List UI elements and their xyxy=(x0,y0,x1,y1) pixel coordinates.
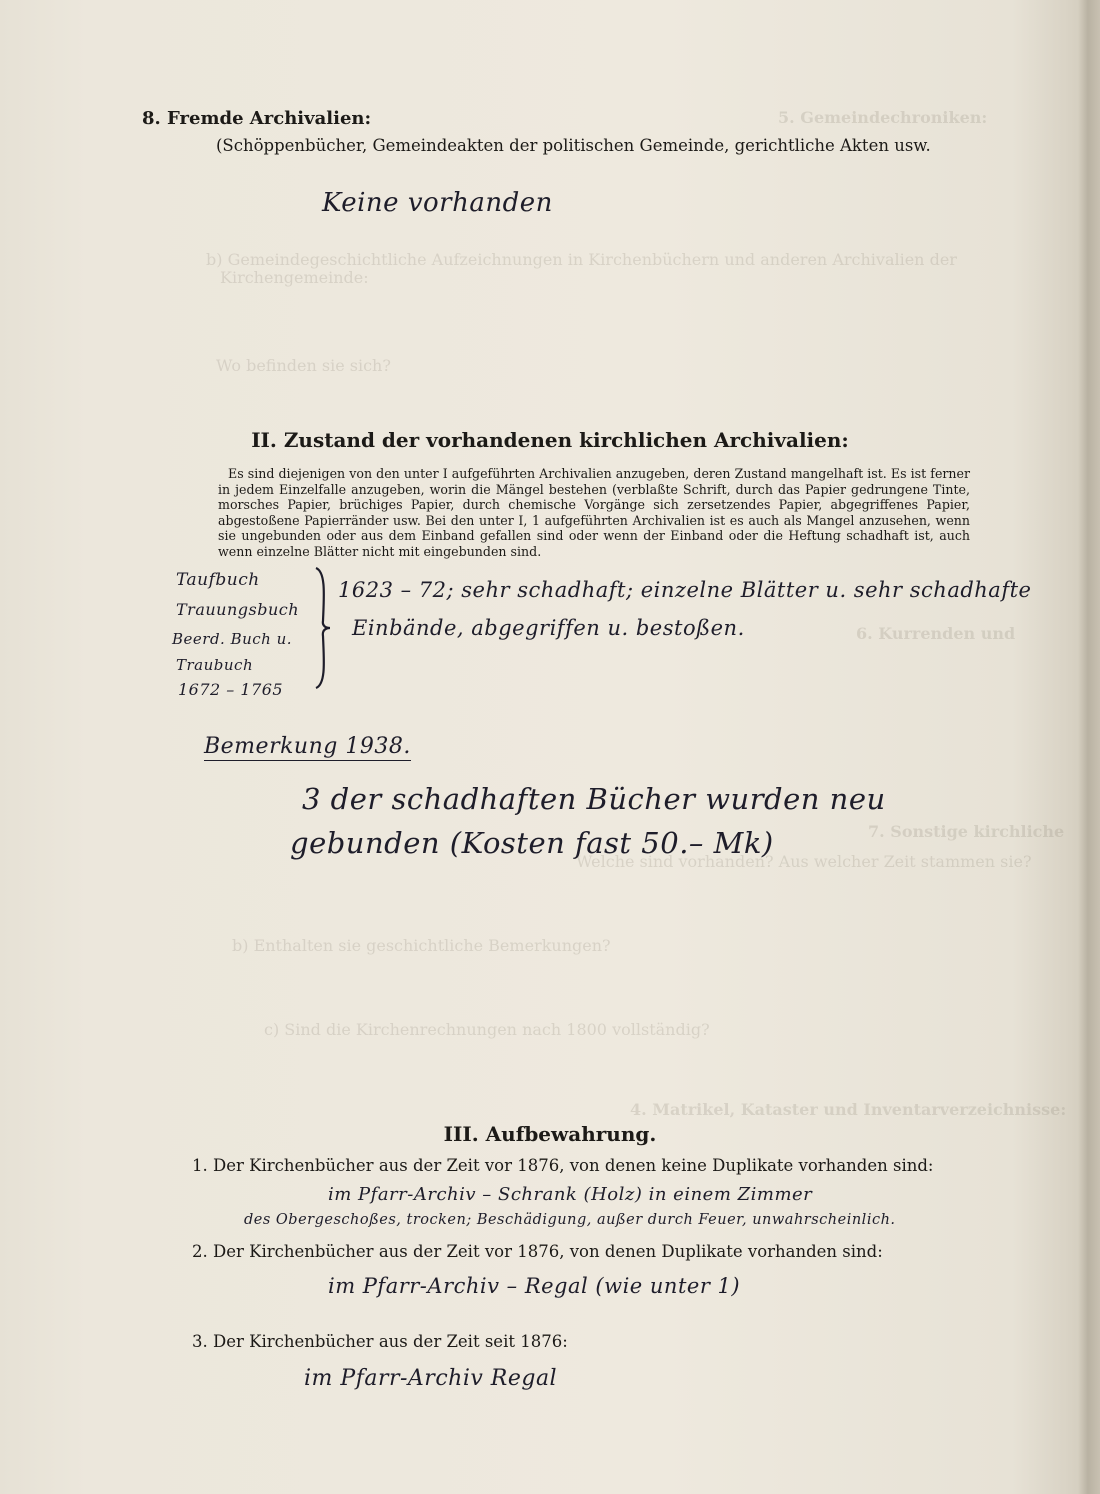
ghost-text: 7. Sonstige kirchliche xyxy=(868,822,1065,841)
ghost-text: 6. Kurrenden und xyxy=(856,624,1016,643)
section-3-item-2: 2. Der Kirchenbücher aus der Zeit vor 1876, von denen Duplikate vorhanden sind: xyxy=(192,1242,883,1261)
section-2-title: II. Zustand der vorhandenen kirchlichen Archivalien: xyxy=(251,428,849,452)
handwritten-brace xyxy=(312,566,332,690)
section-3-item-2-hand: im Pfarr-Archiv – Regal (wie unter 1) xyxy=(328,1274,741,1298)
ghost-text: Kirchengemeinde: xyxy=(220,268,369,287)
ghost-text: c) Sind die Kirchenrechnungen nach 1800 vollständig? xyxy=(264,1020,710,1039)
section-8-handwritten-answer: Keine vorhanden xyxy=(322,188,553,218)
ghost-text: 4. Matrikel, Kataster und Inventarverzeichnisse: xyxy=(630,1100,1067,1119)
section-2-instructions: Es sind diejenigen von den unter I aufgeführten Archivalien anzugeben, deren Zustand mangelhaft ist. Es ist ferner in jedem Einzelfalle anzugeben, worin die Mängel bestehen (verblaßte Schrift, durch das Papier gedrungene Tinte, morsches Papier, brüchiges Papier, durch chemische Vorgänge sich zersetzendes Papier, abgegriffenes Papier, abgestoßene Papierränder usw. Bei den unter I, 1 aufgeführten Archivalien ist es auch als Mangel anzusehen, wenn sie ungebunden oder aus dem Einband gefallen sind oder wenn der Einband oder die Heftung schadhaft ist, auch wenn einzelne Blätter nicht mit eingebunden sind. xyxy=(218,466,970,559)
ghost-text: Wo befinden sie sich? xyxy=(216,356,391,375)
ghost-text: b) Gemeindegeschichtliche Aufzeichnungen in Kirchenbüchern und anderen Archivalien der xyxy=(206,250,957,269)
hand-note-line-2: gebunden (Kosten fast 50.– Mk) xyxy=(290,826,774,860)
section-3-item-1-hand-line-2: des Obergeschoßes, trocken; Beschädigung, außer durch Feuer, unwahrscheinlich. xyxy=(244,1212,896,1228)
hand-book-line: Traubuch xyxy=(176,656,254,674)
section-3-item-3-hand: im Pfarr-Archiv Regal xyxy=(304,1366,558,1391)
hand-book-line: Trauungsbuch xyxy=(176,600,300,619)
hand-note-label: Bemerkung 1938. xyxy=(204,734,411,759)
section-3-item-1-hand-line-1: im Pfarr-Archiv – Schrank (Holz) in einem Zimmer xyxy=(328,1184,813,1205)
ghost-text: 5. Gemeindechroniken: xyxy=(778,108,988,127)
ghost-text: b) Enthalten sie geschichtliche Bemerkungen? xyxy=(232,936,611,955)
hand-condition-line-1: 1623 – 72; sehr schadhaft; einzelne Blätter u. sehr schadhafte xyxy=(338,578,1032,602)
section-3-title: III. Aufbewahrung. xyxy=(443,1122,657,1146)
section-3-item-1: 1. Der Kirchenbücher aus der Zeit vor 1876, von denen keine Duplikate vorhanden sind: xyxy=(192,1156,934,1175)
ghost-text: Welche sind vorhanden? Aus welcher Zeit stammen sie? xyxy=(576,852,1032,871)
page-fold-shadow xyxy=(1078,0,1100,1494)
hand-book-line: Taufbuch xyxy=(176,570,260,590)
section-3-item-3: 3. Der Kirchenbücher aus der Zeit seit 1876: xyxy=(192,1332,568,1351)
hand-note-line-1: 3 der schadhaften Bücher wurden neu xyxy=(302,782,886,816)
hand-condition-line-2: Einbände, abgegriffen u. bestoßen. xyxy=(352,616,745,640)
section-8-heading: 8. Fremde Archivalien: xyxy=(142,108,372,129)
section-8-subtext: (Schöppenbücher, Gemeindeakten der politischen Gemeinde, gerichtliche Akten usw. xyxy=(216,136,931,155)
hand-book-line: Beerd. Buch u. xyxy=(172,630,293,648)
hand-book-line: 1672 – 1765 xyxy=(178,680,284,699)
